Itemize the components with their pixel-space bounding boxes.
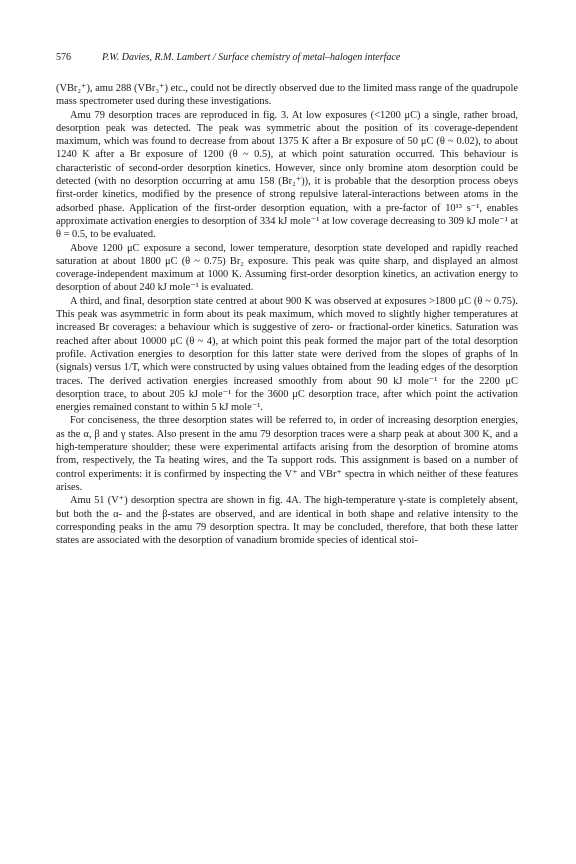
paragraph-second-state: Above 1200 μC exposure a second, lower temperature, desorption state developed and rapidly reached saturation at about 1800 μC (θ ~ 0.75) Br₂ exposure. This peak was quite sharp, and displayed an almost coverage-independent maximum at 1000 K. Assuming first-order desorption kinetics, an activation energy to desorption of about 240 kJ mole⁻¹ is evaluated. <box>56 242 518 294</box>
running-head: P.W. Davies, R.M. Lambert / Surface chemistry of metal–halogen interface <box>102 52 401 63</box>
page-header <box>56 52 518 64</box>
paragraph-amu79-traces: Amu 79 desorption traces are reproduced in fig. 3. At low exposures (<1200 μC) a single, rather broad, desorption peak was detected. The peak was symmetric about the position of its coverage-dependent maximum, which was found to decrease from about 1375 K after a Br exposure of 50 μC (θ ~ 0.02), to about 1240 K after a Br exposure of 1200 (θ ~ 0.5), at which point saturation occurred. This behaviour is characteristic of second-order desorption kinetics. However, since only bromine atom desorption could be detected (with no desorption occurring at amu 158 (Br₂⁺)), it is probable that the desorption process obeys first-order kinetics, modified by the presence of strong repulsive lateral-interactions between atoms in the adsorbed phase. Application of the first-order desorption equation, with a pre-factor of 10¹³ s⁻¹, enables approximate activation energies to desorption of 334 kJ mole⁻¹ at low coverage decreasing to 309 kJ mole⁻¹ at θ = 0.5, to be evaluated. <box>56 109 518 241</box>
paragraph-state-naming: For conciseness, the three desorption states will be referred to, in order of increasing desorption energies, as the α, β and γ states. Also present in the amu 79 desorption traces were a sharp peak at about 300 K, and a high-temperature shoulder; these were experimental artifacts arising from the desorption of bromine atoms from, respectively, the Ta heating wires, and the Ta support rods. This assignment is based on a number of control experiments: it is confirmed by inspecting the V⁺ and VBr⁺ spectra in which neither of these features arises. <box>56 415 518 493</box>
paragraph-third-state: A third, and final, desorption state centred at about 900 K was observed at exposures >1800 μC (θ ~ 0.75). This peak was asymmetric in form about its peak maximum, which moved to slightly higher temperatures at increased Br coverages: a behaviour which is suggestive of zero- or fractional-order kinetics. Saturation was reached after about 10000 μC (θ ~ 4), at which point this peak formed the major part of the total desorption profile. Activation energies to desorption for this latter state were derived from the slopes of graphs of ln (signals) versus 1/T, which were constructed by using values obtained from the leading edges of the desorption traces. The derived activation energies increased smoothly from about 90 kJ mole⁻¹ for the 2200 μC desorption trace, to about 205 kJ mole⁻¹ for the 3600 μC desorption trace, after which point the activation energies remained constant to within 5 kJ mole⁻¹. <box>56 295 518 414</box>
paragraph-continuation: (VBr₂⁺), amu 288 (VBr₃⁺) etc., could not be directly observed due to the limited mass range of the quadrupole mass spectrometer used during these investigations. <box>56 83 518 108</box>
page-number: 576 <box>56 52 71 63</box>
paragraph-amu51-spectra: Amu 51 (V⁺) desorption spectra are shown in fig. 4A. The high-temperature γ-state is completely absent, but both the α- and the β-states are observed, and are identical in both shape and relative intensity to the corresponding peaks in the amu 79 desorption spectra. It may be concluded, therefore, that both these latter states are associated with the desorption of vanadium bromide species of identical stoi- <box>56 495 518 547</box>
article-body <box>56 82 518 547</box>
